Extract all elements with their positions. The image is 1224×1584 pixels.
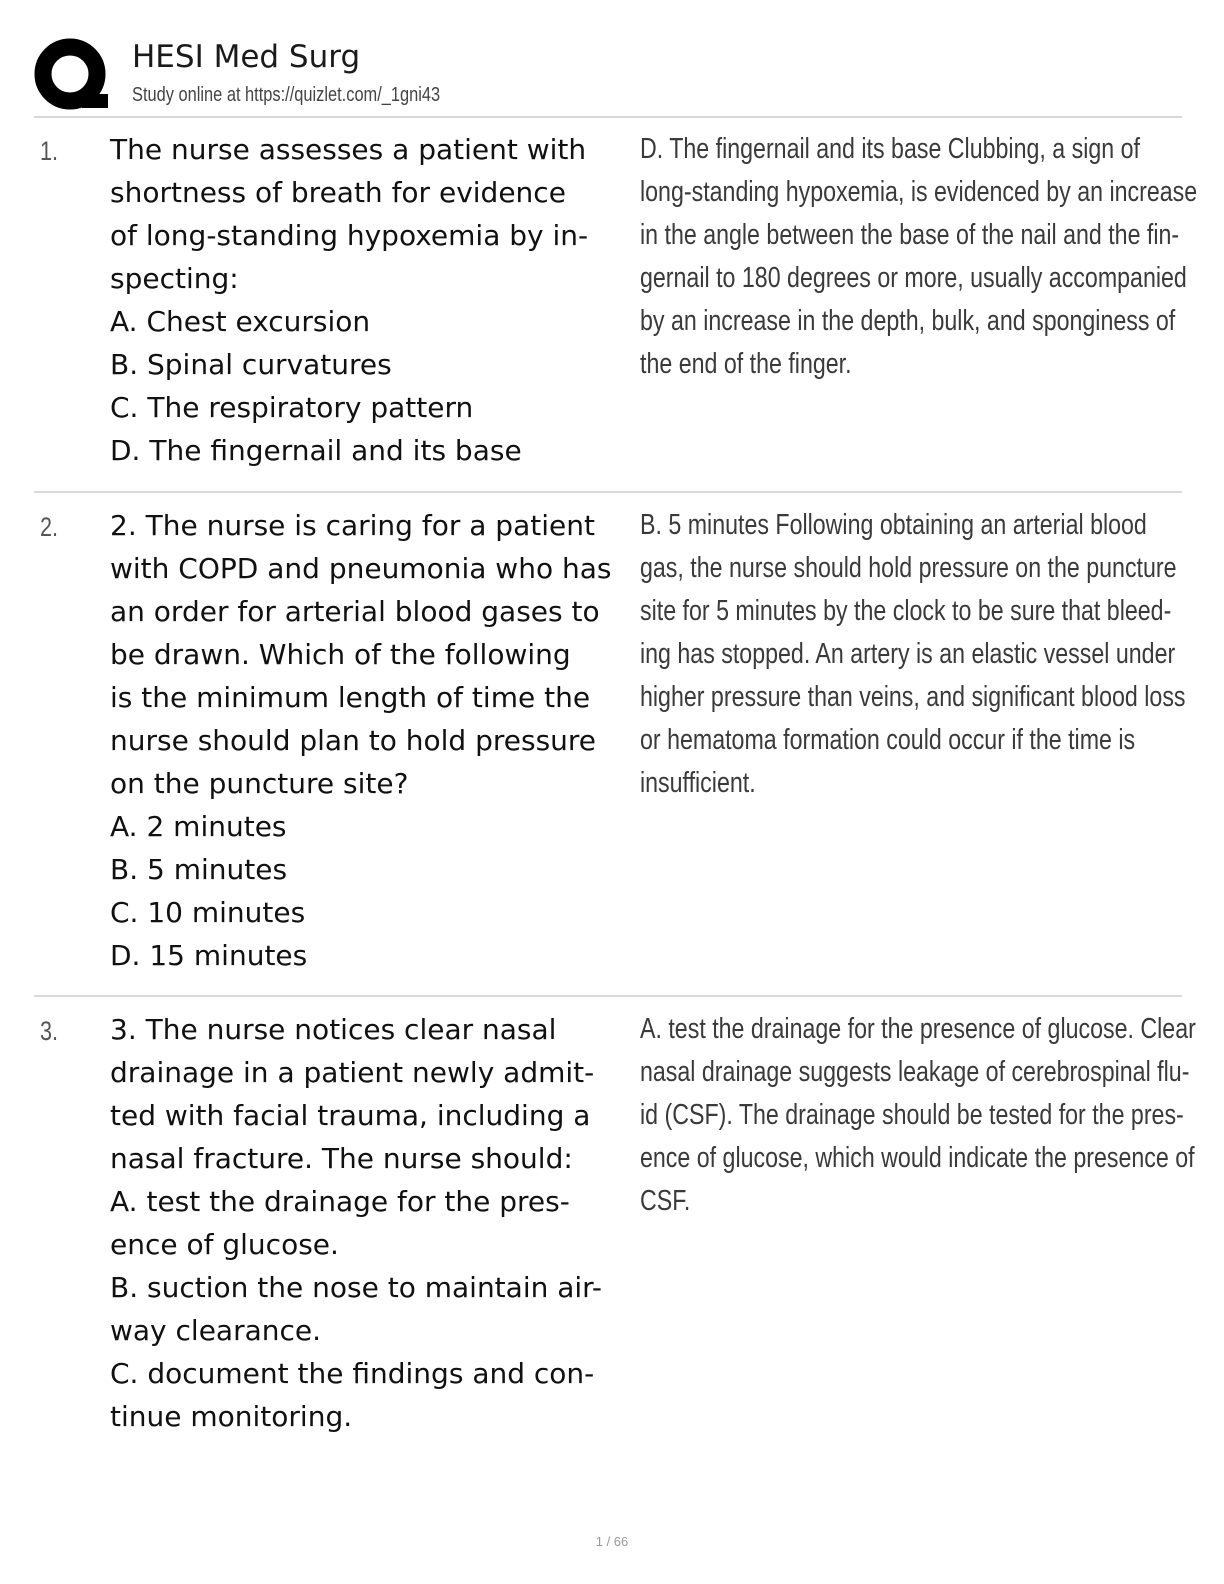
quizlet-q-logo-icon [34,38,110,114]
question-line: drainage in a patient newly admit- [110,1056,595,1089]
answer-line: A. test the drainage for the presence of glucose. Clear [640,1013,1196,1045]
question-line: nurse should plan to hold pressure [110,724,597,757]
answer-line: site for 5 minutes by the clock to be sure that bleed- [640,595,1172,627]
question-line: be drawn. Which of the following [110,638,571,671]
page-number: 1 / 66 [595,1534,629,1549]
answer-text [640,504,1186,805]
answer-line: higher pressure than veins, and significant blood loss [640,681,1186,713]
answer-line: in the angle between the base of the nail and the fin- [640,219,1180,251]
question-line: A. 2 minutes [110,810,287,843]
question-line: of long-standing hypoxemia by in- [110,219,589,252]
question-line: C. The respiratory pattern [110,391,474,424]
question-line: C. 10 minutes [110,896,306,929]
answer-line: B. 5 minutes Following obtaining an arterial blood [640,509,1147,541]
answer-line: gernail to 180 degrees or more, usually accompanied [640,262,1187,294]
answer-line: CSF. [640,1185,691,1217]
question-line: D. The fingernail and its base [110,434,522,467]
divider [34,116,1182,118]
answer-line: or hematoma formation could occur if the time is [640,724,1136,756]
question-text [110,128,635,472]
question-text [110,1008,635,1438]
question-line: B. suction the nose to maintain air- [110,1271,603,1304]
answer-line: by an increase in the depth, bulk, and sponginess of [640,305,1176,337]
question-line: B. Spinal curvatures [110,348,392,381]
question-line: way clearance. [110,1314,322,1347]
question-line: 3. The nurse notices clear nasal [110,1013,557,1046]
question-line: nasal fracture. The nurse should: [110,1142,573,1175]
answer-line: insufficient. [640,767,756,799]
question-line: an order for arterial blood gases to [110,595,600,628]
divider [34,491,1182,493]
item-number: 1. [40,136,59,166]
answer-line: the end of the finger. [640,348,852,380]
question-text [110,504,635,977]
question-line: B. 5 minutes [110,853,288,886]
question-line: ence of glucose. [110,1228,339,1261]
answer-line: ence of glucose, which would indicate the presence of [640,1142,1195,1174]
answer-line: ing has stopped. An artery is an elastic vessel under [640,638,1176,670]
question-line: A. test the drainage for the pres- [110,1185,570,1218]
question-line: A. Chest excursion [110,305,371,338]
set-title: HESI Med Surg [132,39,361,75]
answer-text [640,1008,1196,1223]
answer-line: id (CSF). The drainage should be tested for the pres- [640,1099,1184,1131]
question-line: D. 15 minutes [110,939,308,972]
question-line: specting: [110,262,239,295]
question-line: with COPD and pneumonia who has [110,552,612,585]
answer-line: gas, the nurse should hold pressure on the puncture [640,552,1177,584]
question-line: on the puncture site? [110,767,409,800]
answer-line: nasal drainage suggests leakage of cerebrospinal flu- [640,1056,1190,1088]
answer-text [640,128,1198,386]
question-line: tinue monitoring. [110,1400,353,1433]
item-number: 2. [40,512,59,542]
answer-line: D. The fingernail and its base Clubbing, a sign of [640,133,1140,165]
study-online-link[interactable]: Study online at https://quizlet.com/_1gni43 [132,84,441,106]
question-line: ted with facial trauma, including a [110,1099,591,1132]
question-line: 2. The nurse is caring for a patient [110,509,595,542]
question-line: is the minimum length of time the [110,681,591,714]
item-number: 3. [40,1016,59,1046]
divider [34,995,1182,997]
page-header [34,34,1184,118]
question-line: The nurse assesses a patient with [110,133,587,166]
question-line: shortness of breath for evidence [110,176,566,209]
answer-line: long-standing hypoxemia, is evidenced by an increase [640,176,1198,208]
question-line: C. document the findings and con- [110,1357,595,1390]
